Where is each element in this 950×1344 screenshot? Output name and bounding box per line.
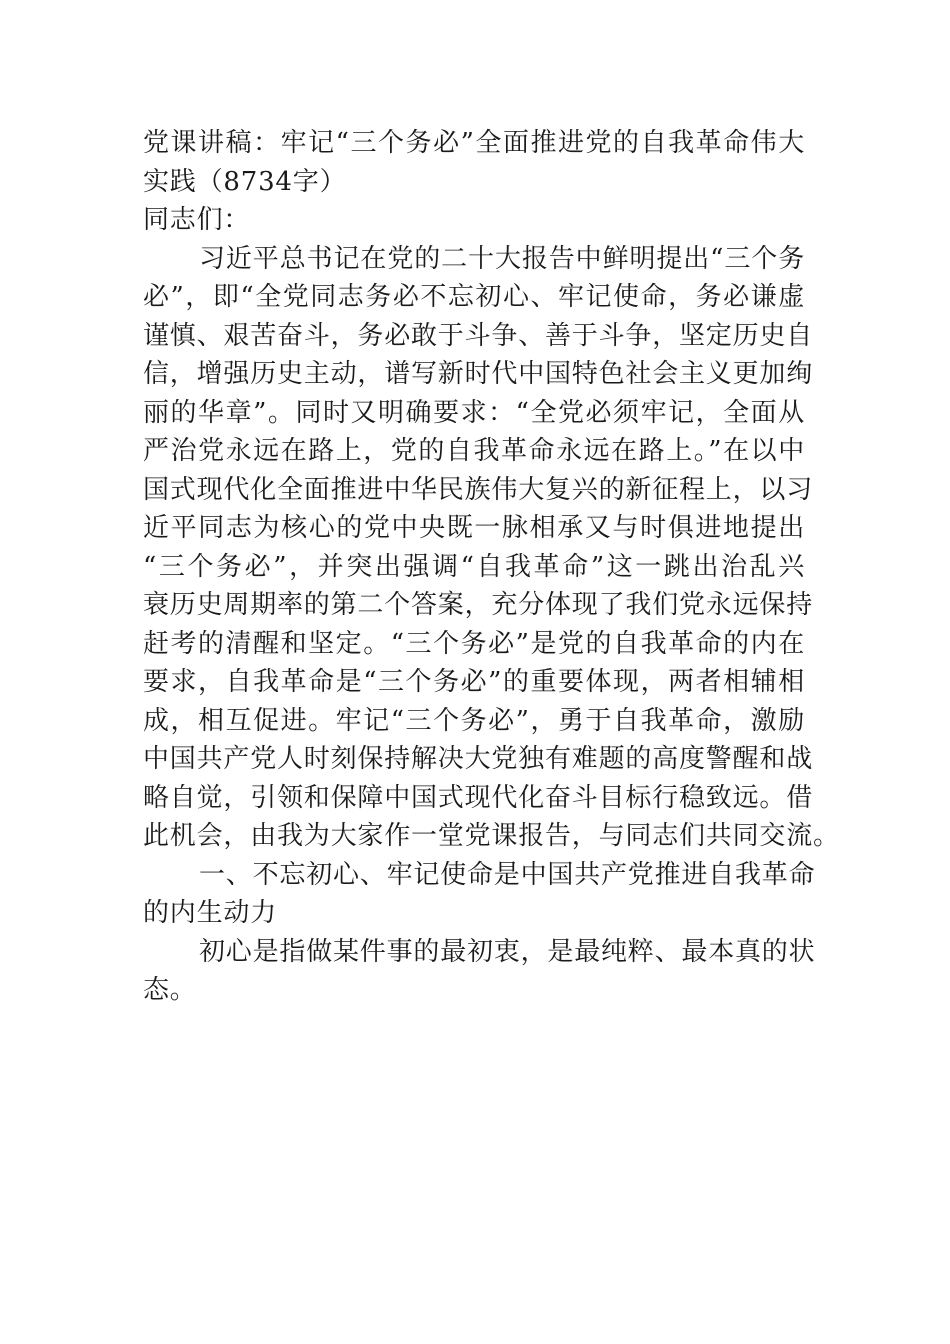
paragraph-line: 习近平总书记在党的二十大报告中鲜明提出“三个务 (199, 243, 805, 274)
paragraph-line: 中国共产党人时刻保持解决大党独有难题的高度警醒和战 (143, 744, 814, 774)
heading-line: 的内生动力 (143, 898, 278, 928)
paragraph-line: 国式现代化全面推进中华民族伟大复兴的新征程上，以习 (143, 474, 814, 505)
paragraph-line: 丽的华章”。同时又明确要求：“全党必须牢记，全面从 (143, 397, 805, 428)
paragraph-line: 近平同志为核心的党中央既一脉相承又与时俱进地提出 (143, 513, 805, 543)
title-line: 实践（8734字） (143, 166, 347, 197)
paragraph-line: 衰历史周期率的第二个答案，充分体现了我们党永远保持 (143, 590, 814, 620)
title-line: 党课讲稿：牢记“三个务必”全面推进党的自我革命伟大 (143, 128, 805, 158)
document-page (143, 124, 840, 1010)
paragraph-intro (143, 240, 840, 856)
greeting: 同志们： (143, 205, 251, 235)
paragraph-line: 略自觉，引领和保障中国式现代化奋斗目标行稳致远。借 (143, 782, 814, 813)
paragraph-line: 此机会，由我为大家作一堂党课报告，与同志们共同交流。 (143, 821, 840, 851)
paragraph-line: 信，增强历史主动，谱写新时代中国特色社会主义更加绚 (143, 359, 814, 389)
paragraph-line: “三个务必”，并突出强调“自我革命”这一跳出治乱兴 (143, 551, 805, 582)
paragraph-section-1 (143, 933, 816, 1010)
paragraph-line: 要求，自我革命是“三个务必”的重要体现，两者相辅相 (143, 667, 805, 697)
paragraph-line: 初心是指做某件事的最初衷，是最纯粹、最本真的状 (199, 936, 816, 967)
paragraph-line: 谨慎、艰苦奋斗，务必敢于斗争、善于斗争，坚定历史自 (143, 320, 814, 351)
paragraph-line: 赶考的清醒和坚定。“三个务必”是党的自我革命的内在 (143, 628, 805, 659)
paragraph-line: 必”，即“全党同志务必不忘初心、牢记使命，务必谦虚 (143, 282, 805, 312)
section-heading-1 (143, 856, 816, 933)
paragraph-line: 严治党永远在路上，党的自我革命永远在路上。”在以中 (143, 436, 805, 466)
paragraph-line: 成，相互促进。牢记“三个务必”，勇于自我革命，激励 (143, 705, 805, 736)
heading-line: 一、不忘初心、牢记使命是中国共产党推进自我革命 (199, 859, 816, 890)
paragraph-line: 态。 (143, 975, 197, 1005)
document-title (143, 124, 805, 201)
